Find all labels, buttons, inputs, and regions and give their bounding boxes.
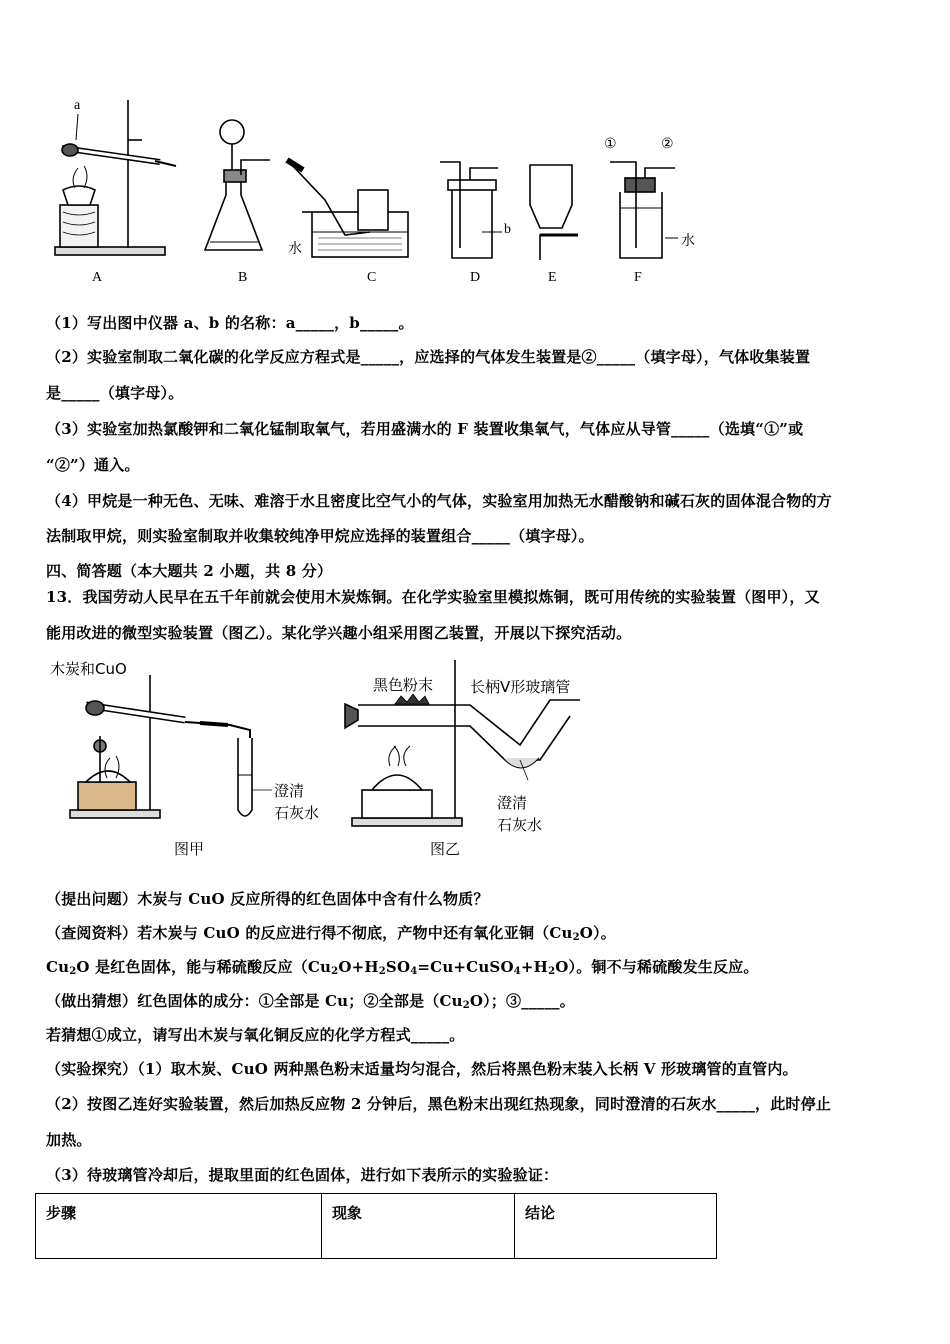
question-1: （1）写出图中仪器 a、b 的名称：a_____，b_____。 xyxy=(46,314,414,332)
apparatus-c xyxy=(287,160,408,257)
apparatus-a xyxy=(55,100,176,255)
question-3-line-2: “②”）通入。 xyxy=(46,456,140,474)
yi-caption: 图乙 xyxy=(430,840,461,858)
question-13-line-2: 能用改进的微型实验装置（图乙）。某化学兴趣小组采用图乙装置，开展以下探究活动。 xyxy=(46,624,632,642)
port-1-label: ① xyxy=(604,137,617,152)
apparatus-figure-a-to-f xyxy=(0,0,950,300)
question-2-line-2: 是_____（填字母）。 xyxy=(46,384,184,402)
apparatus-e xyxy=(530,165,578,260)
label-b: B xyxy=(238,270,248,285)
question-2-line-1: （2）实验室制取二氧化碳的化学反应方程式是_____，应选择的气体发生装置是②_____（填字母），气体收集装置 xyxy=(46,348,811,366)
jia-reactant-label: 木炭和CuO xyxy=(50,660,127,678)
table-header-row xyxy=(36,1194,717,1259)
jia-caption: 图甲 xyxy=(174,840,205,858)
instrument-b-label: b xyxy=(504,222,511,237)
problem-line: （提出问题）木炭与 CuO 反应所得的红色固体中含有什么物质？ xyxy=(46,890,489,908)
label-c: C xyxy=(367,270,377,285)
water-label-f: 水 xyxy=(681,234,695,249)
cu2o-line: $Cu_2O$ 是红色固体，能与稀硫酸反应$(Cu_2O+H_2SO_4=Cu+CuSO_4+H_2O)$。铜不与稀硫酸发生反应。 xyxy=(46,958,759,977)
label-f: F xyxy=(634,270,642,285)
yi-tube-label: 长柄V形玻璃管 xyxy=(470,678,571,696)
table-header-steps: 步骤 xyxy=(36,1194,322,1259)
water-label-c: 水 xyxy=(288,242,302,257)
explore-2-line-2: 加热。 xyxy=(46,1131,92,1149)
explore-3-line: （3）待玻璃管冷却后，提取里面的红色固体，进行如下表所示的实验验证： xyxy=(46,1166,559,1184)
question-13-line-1: 13．我国劳动人民早在五千年前就会使用木炭炼铜。在化学实验室里模拟炼铜，既可用传统的实验装置（图甲），又 xyxy=(46,588,820,606)
label-a: A xyxy=(92,270,103,285)
yi-lime-label-1: 澄清 xyxy=(497,794,528,812)
question-3-line-1: （3）实验室加热氯酸钾和二氧化锰制取氧气，若用盛满水的 F 装置收集氧气，气体应从导管_____（选填“①”或 xyxy=(46,420,804,438)
jia-lime-label-1: 澄清 xyxy=(274,782,305,800)
question-4-line-2: 法制取甲烷，则实验室制取并收集较纯净甲烷应选择的装置组合_____（填字母）。 xyxy=(46,527,594,545)
label-e: E xyxy=(548,270,557,285)
yi-lime-label-2: 石灰水 xyxy=(497,816,543,834)
table-header-phenomenon: 现象 xyxy=(322,1194,515,1259)
section-4-title: 四、简答题（本大题共 2 小题，共 8 分） xyxy=(46,562,333,580)
port-2-label: ② xyxy=(661,137,674,152)
explore-2-line-1: （2）按图乙连好实验装置，然后加热反应物 2 分钟后，黑色粉末出现红热现象，同时澄清的石灰水_____，此时停止 xyxy=(46,1095,832,1113)
apparatus-b xyxy=(205,120,270,250)
question-4-line-1: （4）甲烷是一种无色、无味、难溶于水且密度比空气小的气体，实验室用加热无水醋酸钠和碱石灰的固体混合物的方 xyxy=(46,492,832,510)
yi-powder-label: 黑色粉末 xyxy=(373,676,434,694)
if-guess-line: 若猜想①成立，请写出木炭与氧化铜反应的化学方程式_____。 xyxy=(46,1026,465,1044)
apparatus-d xyxy=(440,162,502,258)
label-d: D xyxy=(470,270,481,285)
instrument-a-label: a xyxy=(74,98,81,113)
table-header-conclusion: 结论 xyxy=(515,1194,717,1259)
verification-table xyxy=(35,1193,717,1259)
explore-1-line: （实验探究）（1）取木炭、CuO 两种黑色粉末适量均匀混合，然后将黑色粉末装入长柄 V 形玻璃管的直管内。 xyxy=(46,1060,798,1078)
lookup-line: （查阅资料）若木炭与 CuO 的反应进行得不彻底，产物中还有氧化亚铜$(Cu_2O)$。 xyxy=(46,924,616,943)
apparatus-f xyxy=(610,162,678,258)
guess-line: （做出猜想）红色固体的成分：①全部是 Cu；②全部是$(Cu_2O)$；③_____。 xyxy=(46,992,575,1011)
apparatus-jia xyxy=(70,675,272,818)
jia-lime-label-2: 石灰水 xyxy=(274,804,320,822)
